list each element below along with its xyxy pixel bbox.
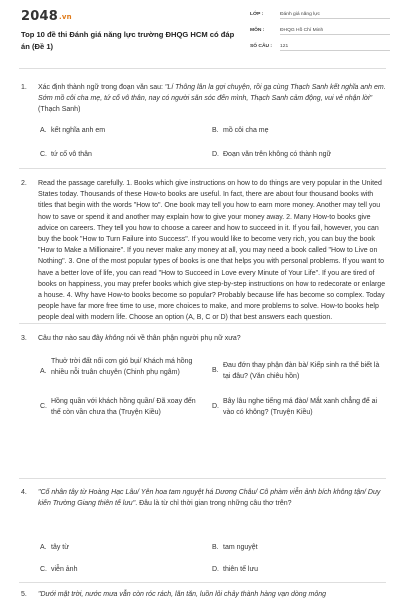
option-b[interactable]: B. tam nguyệt <box>212 544 258 551</box>
info-row-class <box>250 11 390 27</box>
question-1 <box>21 82 387 116</box>
info-value: Đánh giá năng lực <box>280 11 390 19</box>
question-5 <box>21 589 387 600</box>
option-b[interactable]: B. Đau đớn thay phận đàn bà/ Kiếp sinh ra thế biết là tại đâu? (Văn chiêu hồn) <box>212 362 380 380</box>
divider <box>19 478 386 479</box>
info-row-count <box>250 43 390 59</box>
question-4 <box>21 487 387 509</box>
page-header <box>0 0 400 62</box>
question-number: 5. <box>21 591 27 598</box>
option-a[interactable]: A. Thuở trời đất nổi cơn gió bụi/ Khách má hồng nhiều nỗi truân chuyên (Chinh phụ ngâm) <box>40 358 193 376</box>
info-panel <box>250 11 390 59</box>
info-value: ĐHQG Hồ Chí Minh <box>280 27 390 35</box>
question-stem: Xác định thành ngữ trong đoạn văn sau: "Lí Thông lân la gợi chuyện, rồi gạ cùng Thạch Sanh kết nghĩa anh em. Sớm mồ côi cha mẹ, tứ cố vô thân, nay có người săn sóc đến mình, Thạch Sanh cảm động, vui vẻ nhận lời" (Thạch Sanh) <box>38 84 386 114</box>
question-stem: "Cố nhân tây từ Hoàng Hạc Lâu/ Yên hoa tam nguyệt há Dương Châu/ Cô phàm viễn ảnh bích không tận/ Duy kiến Trường Giang thiên tế lưu". Đâu là từ chỉ thời gian trong những câu thơ trên? <box>38 489 381 508</box>
info-row-subject <box>250 27 390 43</box>
option-b[interactable]: B. mồ côi cha mẹ <box>212 127 269 134</box>
option-c[interactable]: C. viễn ảnh <box>40 566 78 573</box>
question-number: 4. <box>21 489 27 496</box>
option-d[interactable]: D. thiên tế lưu <box>212 566 259 573</box>
divider <box>19 582 386 583</box>
site-logo[interactable] <box>21 9 72 24</box>
question-2 <box>21 178 387 324</box>
option-d[interactable]: D. Đoạn văn trên không có thành ngữ <box>212 151 332 158</box>
divider <box>19 168 386 169</box>
question-3 <box>21 333 387 344</box>
reading-passage: Read the passage carefully. 1. Books which give instructions on how to do things are very popular in the United States today. Thousands of these How-to books are useful. In fact, there are about four thousand books with titles that begin with the words "How to". One book may tell you how to earn more money. Another may tell you how to save or spend it and another may explain how to give your money away. 2. Many How-to books give advice on careers. They tell you how to choose a career and how to succeed in it. If you fail, however, you can buy the book "How to Turn Failure into Success". If you would like to become very rich, you can buy the book "How to Make a Millionaire". If you never make any money at all, you may need a book called "How to Live on Nothing". 3. One of the most popular types of books is one that helps you with personal problems. If you want to have a better love of life, you can read "How to Succeed in Love every Minute of Your Life". If you are tired of books on happiness, you may prefer books which give step-by-step instructions on how to redecorate or enlarge a house. 4. Why have How-to books become so popular? Probably because life has become so complex. Today people have far more free time to use, more choices to make, and more problems to solve. How-to books help people deal with modern life. Choose an option (A, B, C or D) that best answers each question. <box>38 180 386 322</box>
question-number: 1. <box>21 84 27 91</box>
divider <box>19 68 386 69</box>
info-key: SỐ CÂU : <box>250 44 273 49</box>
question-number: 3. <box>21 335 27 342</box>
document-title: Top 10 đề thi Đánh giá năng lực trường ĐHQG HCM có đáp án (Đề 1) <box>21 30 235 51</box>
option-c[interactable]: C. tứ cố vô thân <box>40 151 92 158</box>
option-a[interactable]: A. tây từ <box>40 544 69 551</box>
info-key: LỚP : <box>250 12 264 17</box>
divider <box>19 323 386 324</box>
logo-suffix: .vn <box>58 13 72 21</box>
question-stem: Câu thơ nào sau đây không nói về thân phận người phụ nữ xưa? <box>38 335 241 342</box>
logo-text: 2048 <box>21 9 58 24</box>
question-stem: "Dưới mặt trời, nước mưa vẫn còn róc rách, lăn tăn, luồn lỏi chảy thành hàng vạn dòng mỏng <box>38 591 327 598</box>
info-key: MÔN : <box>250 28 265 33</box>
option-d[interactable]: D. Bây lâu nghe tiếng má đào/ Mắt xanh chẳng để ai vào có không? (Truyện Kiều) <box>212 398 378 416</box>
option-a[interactable]: A. kết nghĩa anh em <box>40 127 106 134</box>
option-c[interactable]: C. Hồng quần với khách hồng quần/ Đã xoay đến thế còn vần chưa tha (Truyện Kiều) <box>40 398 196 416</box>
info-value: 121 <box>280 43 390 51</box>
question-number: 2. <box>21 180 27 187</box>
